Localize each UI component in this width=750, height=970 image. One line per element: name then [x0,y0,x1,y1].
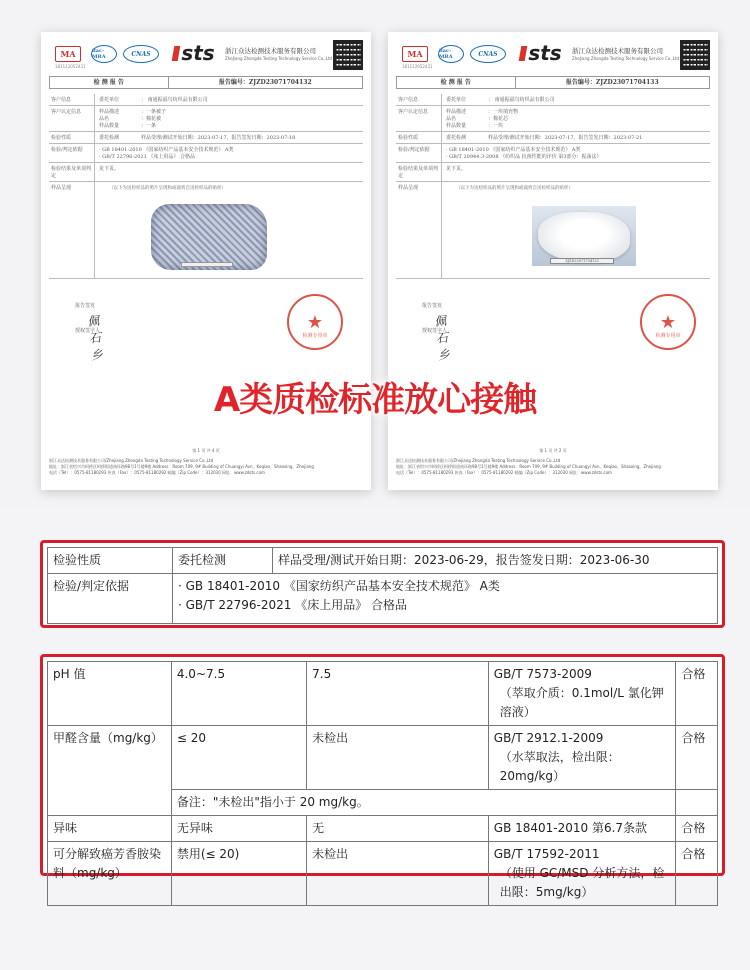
nature-value: 委托检测 [173,548,273,574]
result-cell: 合格 [676,842,718,906]
table-row [48,842,718,906]
basis-item: · GB 18401-2010 《国家纺织产品基本安全技术规范》 A类 [446,147,581,153]
page-number: 第 1 页 共 4 页 [192,448,220,453]
table-row [396,182,710,279]
sample-tag: ZJZD23071704133 [550,258,614,264]
row-label: 检验结果及单项判定 [49,163,95,181]
report-title-bar [49,76,363,89]
cma-logo: MA [402,46,428,62]
value-cell: 未检出 [307,842,489,906]
footer-line: 电话（Tel）：0575-81180293 传真（Fax）：0575-81180292 邮编（Zip Code）：312030 网址：www.zdsts.com [396,470,612,475]
ilac-logo: ilac-MRA [91,45,117,63]
param-cell: pH 值 [48,662,172,726]
report-number [169,77,362,88]
test-dates: 样品受理/测试开始日期：2023-07-17，报告签发日期：2023-07-18 [141,135,296,141]
table-row [49,132,363,144]
seal-text: 检测专用章 [655,333,681,339]
field-value: ： 南通振福鸟纺织品有限公司 [488,97,555,103]
field-value: 委托检测 [99,135,120,141]
footer-line: 浙江众达检测技术服务有限公司/Zhejiang Zhongda Testing Technology Service Co.,Ltd [49,458,214,463]
row-value [95,106,363,131]
field-label: 样品描述 [99,109,120,115]
footer-line: 浙江众达检测技术服务有限公司/Zhejiang Zhongda Testing Technology Service Co.,Ltd [396,458,561,463]
qr-code-icon [680,40,710,70]
zoomed-detail-section [0,510,750,970]
footer-line: 电话（Tel）：0575-81180293 传真（Fax）：0575-81180292 邮编（Zip Code）：312030 网址：www.zdsts.com [49,470,265,475]
param-cell: 可分解致癌芳香胺染料（mg/kg） [48,842,172,906]
table-row [48,726,718,790]
report-number-label: 报告编号： [218,79,249,86]
cnas-logo: CNAS [123,45,159,63]
sts-logo: sts [177,41,219,65]
result-cell: 合格 [676,816,718,842]
basis-item: · GB 18401-2010 《国家纺织产品基本安全技术规范》 A类 [99,147,234,153]
field [99,108,359,115]
field-value: 委托检测 [446,135,467,141]
field-value: ： 南通振福鸟纺织品有限公司 [141,97,208,103]
method-cell [488,816,676,842]
nature-label: 检验性质 [48,548,173,574]
row-label: 检验结果及单项判定 [396,163,442,181]
param-cell: 异味 [48,816,172,842]
table-row [396,106,710,132]
row-label: 样品呈现 [396,182,442,278]
method-standard: GB 18401-2010 第6.7条款 [493,821,648,835]
row-value [442,94,710,105]
result-table [47,661,718,906]
basis-item: · GB/T 22796-2021 《床上用品》 合格品 [99,154,195,160]
field-value: ：一块 [488,123,504,129]
note-cell: 备注："未检出"指小于 20 mg/kg。 [171,790,676,816]
requirement-cell: 无异味 [171,816,306,842]
sample-tag [181,262,233,267]
footer-line: 地址：浙江省绍兴市柯桥区柯桥街道南环路98号1号楼9楼 Address：Room 709, 9# Building of Chuangyi Avn，Keqiao，Shaoxing，Zhejiang [49,464,314,469]
test-dates: 样品受理/测试开始日期：2023-06-29，报告签发日期：2023-06-30 [273,548,718,574]
signature-block [422,302,454,363]
basis-table [47,547,718,624]
field [446,122,706,129]
field-label: 品名 [446,116,457,122]
table-row [396,94,710,106]
company-name: 浙江众达检测技术服务有限公司 [572,47,663,55]
method-note: （水萃取法，检出限：20mg/kg） [499,750,620,783]
signer-label: 授权签字人 [422,328,448,334]
footer-line: 地址：浙江省绍兴市柯桥区柯桥街道南环路98号1号楼9楼 Address：Room 709, 9# Building of Chuangyi Avn，Keqiao，Shaoxing，Zhejiang [396,464,661,469]
qr-code-icon [333,40,363,70]
method-standard: GB/T 7573-2009 [493,667,592,681]
param-cell: 甲醛含量（mg/kg） [48,726,172,816]
report-title: 检 测 报 告 [397,77,516,88]
field-value: ：棉花芯 [488,116,509,122]
table-row [396,132,710,144]
method-standard: GB/T 17592-2011 [493,847,600,861]
requirement-cell: 禁用(≤ 20) [171,842,306,906]
method-standard: GB/T 2912.1-2009 [493,731,604,745]
table-row [48,816,718,842]
signature-image: 佩 石 乡 [433,313,454,363]
ilac-logo: ilac-MRA [438,45,464,63]
cma-number: 181112052431 [402,64,433,69]
field-label: 样品数量 [99,123,120,129]
basis-item: · GB/T 22796-2021 《床上用品》 合格品 [178,598,408,612]
issuer-label: 报告签发 [422,303,443,309]
report-page-2 [388,32,718,490]
test-dates: 样品受理/测试开始日期：2023-07-17，报告签发日期：2023-07-21 [488,135,643,141]
method-cell [488,842,676,906]
table-row [49,106,363,132]
basis-item: · GB/T 20944.3-2008 《纺织品 抗菌性能的评价 第3部分：振荡法》 [446,154,602,160]
row-value [95,132,363,143]
headline: A类质检标准放心接触 [213,380,537,420]
table-row [49,182,363,279]
report-number-label: 报告编号： [565,79,596,86]
result-cell: 合格 [676,662,718,726]
photo-caption: （以下为送检样品的照片呈现和或裁剪自送检样品的贴样） [109,186,226,191]
field-label: 委托单位 [99,97,120,103]
field [446,115,706,122]
report-info-table [396,94,710,279]
requirement-cell: 4.0~7.5 [171,662,306,726]
field-value: ：一块填充物 [488,109,519,115]
page-number: 第 1 页 共 2 页 [539,448,567,453]
row-value [95,94,363,105]
report-title-bar [396,76,710,89]
photo-caption: （以下为送检样品的照片呈现和或裁剪自送检样品的贴样） [456,186,573,191]
table-row [396,144,710,163]
report-title: 检 测 报 告 [50,77,169,88]
report-page-1 [41,32,371,490]
basis-table-frame [40,540,725,628]
result-cell: 合格 [676,726,718,790]
field [446,108,706,115]
row-label: 检验性质 [396,132,442,143]
table-row [48,662,718,726]
row-value: 见下页。 [99,166,120,172]
table-row [48,548,718,574]
method-note: （萃取介质：0.1mol/L 氯化钾溶液） [499,686,664,719]
method-cell [488,662,676,726]
row-value [442,132,710,143]
row-label: 客户认定信息 [396,106,442,131]
table-row [48,574,718,624]
quilt-image [151,204,267,270]
field [99,115,359,122]
row-label: 客户信息 [396,94,442,105]
field-value: ：一条被子 [141,109,167,115]
field-label: 样品数量 [446,123,467,129]
seal-stamp-icon: ★ 检测专用章 [640,294,696,350]
company-name: 浙江众达检测技术服务有限公司 [225,47,316,55]
row-label: 客户信息 [49,94,95,105]
issuer-label: 报告签发 [75,303,96,309]
table-row [49,144,363,163]
seal-text: 检测专用章 [302,333,328,339]
row-label: 检验性质 [49,132,95,143]
value-cell: 未检出 [307,726,489,790]
report-number-value: ZJZD23071704133 [595,79,659,86]
row-value [442,144,710,162]
sample-photo [442,182,710,278]
report-number-value: ZJZD23071704132 [248,79,312,86]
row-value [442,106,710,131]
report-footer [49,448,363,476]
field-value: ：棉花被 [141,116,162,122]
sts-logo: sts [524,41,566,65]
seal-stamp-icon: ★ 检测专用章 [287,294,343,350]
result-table-frame [40,654,725,899]
cma-number: 181112052431 [55,64,86,69]
value-cell: 无 [307,816,489,842]
field-label: 品名 [99,116,110,122]
basis-item: · GB 18401-2010 《国家纺织产品基本安全技术规范》 A类 [178,579,500,593]
row-value [95,144,363,162]
field [99,122,359,129]
company-name-en: ZheJiang Zhongda Testing Technology Service Co.,Ltd [572,56,679,61]
cma-logo: MA [55,46,81,62]
signature-image: 佩 石 乡 [86,313,107,363]
signature-block [75,302,107,363]
value-cell: 7.5 [307,662,489,726]
signer-label: 授权签字人 [75,328,101,334]
field-label: 委托单位 [446,97,467,103]
cnas-logo: CNAS [470,45,506,63]
row-label: 样品呈现 [49,182,95,278]
company-name-en: ZheJiang Zhongda Testing Technology Service Co.,Ltd [225,56,332,61]
cotton-core-image [538,212,630,262]
table-row [396,163,710,182]
table-row [49,94,363,106]
empty-cell [676,790,718,816]
report-number [516,77,709,88]
basis-label: 检验/判定依据 [48,574,173,624]
basis-list [173,574,718,624]
field-label: 样品描述 [446,109,467,115]
row-label: 检验/判定依据 [396,144,442,162]
row-label: 检验/判定依据 [49,144,95,162]
field-value: ：一条 [141,123,157,129]
method-note: （使用 GC/MSD 分析方法，检出限：5mg/kg） [499,866,665,899]
sample-photo [95,182,363,278]
report-header [394,40,712,76]
report-footer [396,448,710,476]
table-row [49,163,363,182]
requirement-cell: ≤ 20 [171,726,306,790]
report-info-table [49,94,363,279]
row-label: 客户认定信息 [49,106,95,131]
row-value: 见下页。 [446,166,467,172]
method-cell [488,726,676,790]
report-header [47,40,365,76]
